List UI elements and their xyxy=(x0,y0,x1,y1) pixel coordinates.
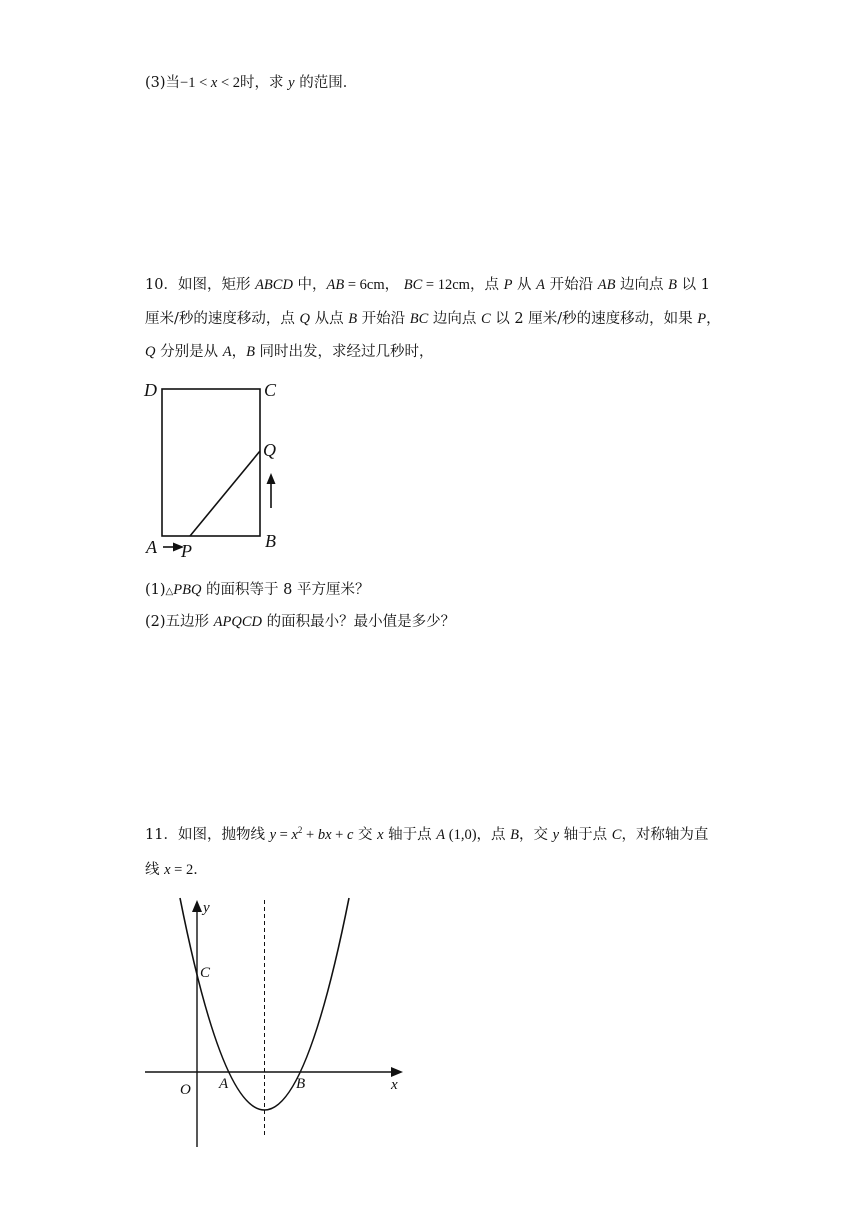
label-b: B xyxy=(296,1076,306,1092)
arrow-up-icon xyxy=(267,473,276,484)
q11-line1: 11．如图，抛物线 $y = x^2$ + bx + c 交 x 轴于点 A (1,0)，点 B，交 y 轴于点 C，对称轴为直 xyxy=(145,825,709,843)
q10-part1: (1)△PBQ 的面积等于 8 平方厘米？ xyxy=(145,582,370,598)
label-y: y xyxy=(203,900,210,916)
segment-pq xyxy=(190,451,260,536)
q9-part3: (3)当−1 < x < 2时，求 y 的范围． xyxy=(145,75,358,91)
q10-part2: (2)五边形 APQCD 的面积最小？最小值是多少？ xyxy=(145,614,456,630)
q11-line2: 线 x = 2． xyxy=(145,862,208,878)
label-a: A xyxy=(146,537,157,557)
label-c: C xyxy=(264,380,277,400)
label-o: O xyxy=(180,1082,191,1098)
y-axis-arrow-icon xyxy=(192,900,202,912)
label-a: A xyxy=(219,1076,229,1092)
label-c: C xyxy=(200,965,211,981)
q10-rectangle-figure xyxy=(140,375,300,560)
label-b: B xyxy=(265,531,276,551)
label-x: x xyxy=(391,1077,398,1093)
label-d: D xyxy=(144,380,157,400)
label-p: P xyxy=(181,541,192,560)
label-q: Q xyxy=(263,440,276,460)
q9-part3-prefix: (3)当 xyxy=(145,75,181,91)
q10-line3: Q 分别是从 A，B 同时出发，求经过几秒时， xyxy=(145,344,434,360)
q10-line1: 10．如图，矩形 ABCD 中，AB = 6cm， BC = 12cm，点 P 从 A 开始沿 AB 边向点 B 以 1 xyxy=(145,277,710,293)
q11-parabola-figure xyxy=(140,892,410,1152)
q10-line2: 厘米/秒的速度移动，点 Q 从点 B 开始沿 BC 边向点 C 以 2 厘米/秒的速度移动，如果 P， xyxy=(145,311,721,327)
x-axis-arrow-icon xyxy=(391,1067,403,1077)
rectangle-abcd xyxy=(162,389,260,536)
